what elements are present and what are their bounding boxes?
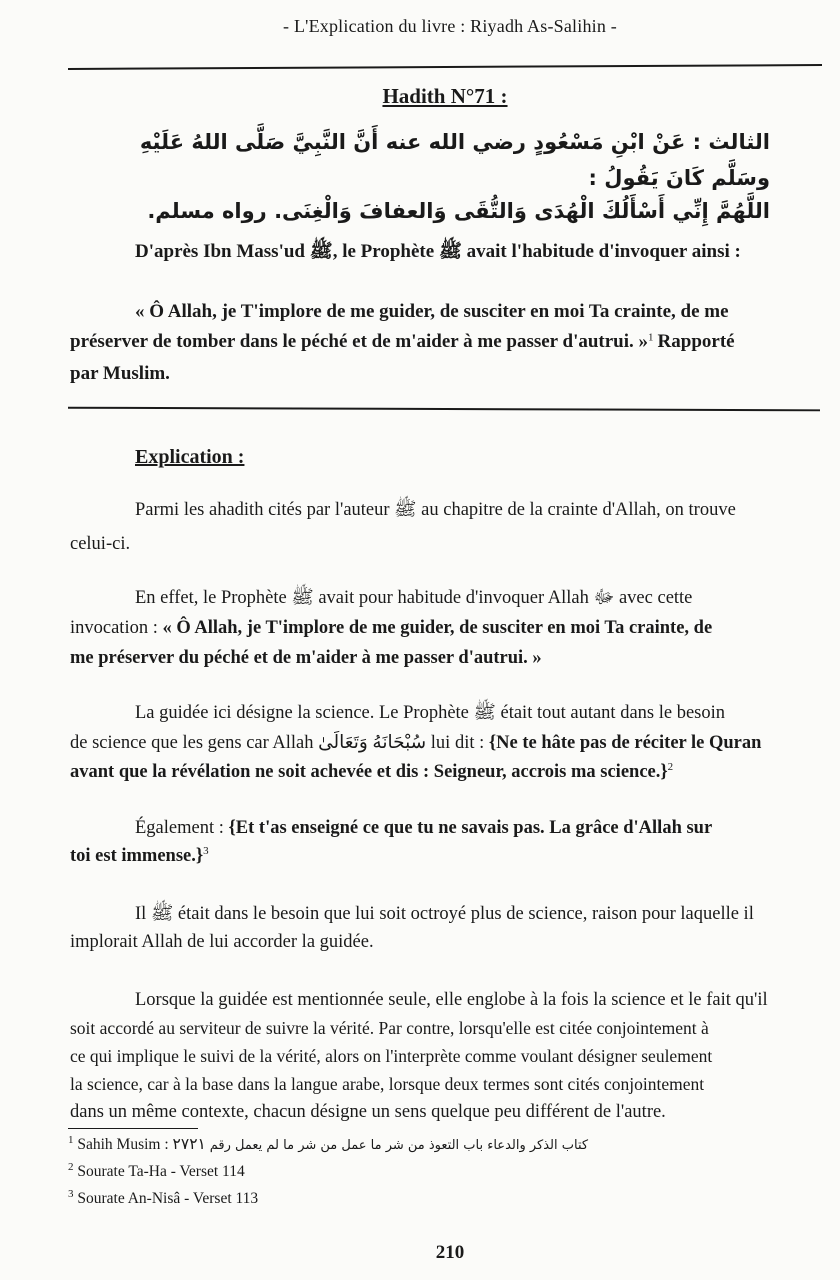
footnote-3-text: Sourate An-Nisâ - Verset 113 xyxy=(77,1190,259,1207)
footnote-mark-3: 3 xyxy=(203,844,209,857)
paragraph-2-line-2-bold: « Ô Allah, je T'implore de me guider, de susciter en moi Ta crainte, de xyxy=(162,618,713,638)
paragraph-4-line-1-bold: {Et t'as enseigné ce que tu ne savais pas. La grâce d'Allah sur xyxy=(228,818,713,838)
invocation-line-2-text: préserver de tomber dans le péché et de m'aider à me passer d'autrui. » xyxy=(70,331,649,352)
paragraph-6-line-5: dans un même contexte, chacun désigne un sens quelque peu différent de l'autre. xyxy=(70,1102,666,1122)
footnote-mark-1: 1 xyxy=(648,331,654,344)
paragraph-6-line-3: ce qui implique le suivi de la vérité, alors on l'interprète comme voulant désigner seulement xyxy=(70,1046,713,1066)
running-header: - L'Explication du livre : Riyadh As-Salihin - xyxy=(283,16,617,36)
paragraph-4-line-2-text: toi est immense.} xyxy=(70,846,204,866)
paragraph-5-line-1: Il ﷺ était dans le besoin que lui soit octroyé plus de science, raison pour laquelle il xyxy=(135,904,754,924)
paragraph-6-line-1: Lorsque la guidée est mentionnée seule, elle englobe à la fois la science et le fait qu'il xyxy=(135,990,768,1010)
paragraph-2-line-1: En effet, le Prophète ﷺ avait pour habitude d'invoquer Allah ﷻ avec cette xyxy=(135,588,693,608)
invocation-line-2 xyxy=(70,326,735,358)
paragraph-2-line-2-normal: invocation : xyxy=(70,618,163,638)
paragraph-2-line-2 xyxy=(70,612,712,644)
paragraph-4-line-1 xyxy=(135,812,712,844)
paragraph-3-line-2-bold: {Ne te hâte pas de réciter le Quran xyxy=(488,733,762,753)
paragraph-3-line-2-normal: de science que les gens car Allah سُبْحَانَهُ وَتَعَالَىٰ lui dit : xyxy=(70,733,489,753)
hadith-title: Hadith N°71 : xyxy=(382,84,508,108)
footnote-1 xyxy=(68,1135,588,1154)
footnote-3-number: 3 xyxy=(68,1187,74,1200)
paragraph-1-line-2: celui-ci. xyxy=(70,534,131,554)
paragraph-6-line-2: soit accordé au serviteur de suivre la vérité. Par contre, lorsqu'elle est citée conjointement à xyxy=(70,1018,709,1038)
footnote-mark-2: 2 xyxy=(667,760,674,773)
paragraph-6-line-4: la science, car à la base dans la langue arabe, lorsque deux termes sont cités conjointement xyxy=(70,1074,705,1094)
paragraph-3-line-3-text: avant que la révélation ne soit achevée et dis : Seigneur, accrois ma science.} xyxy=(70,762,668,782)
section-rule xyxy=(68,407,820,412)
paragraph-2-line-3: me préserver du péché et de m'aider à me passer d'autrui. » xyxy=(70,648,542,668)
footnote-1-number: 1 xyxy=(68,1133,74,1146)
footnote-3 xyxy=(68,1187,259,1208)
invocation-line-3: par Muslim. xyxy=(70,363,170,384)
invocation-line-1: « Ô Allah, je T'implore de me guider, de susciter en moi Ta crainte, de me xyxy=(135,301,729,322)
hadith-intro: D'après Ibn Mass'ud ﷺ, le Prophète ﷺ avait l'habitude d'invoquer ainsi : xyxy=(135,241,741,262)
footnote-rule xyxy=(68,1128,198,1129)
arabic-text-line-2: اللَّهُمَّ إِنِّي أَسْأَلُكَ الْهُدَى وَالتُّقَى وَالعفافَ وَالْغِنَى. رواه مسلم. xyxy=(147,199,770,223)
paragraph-1-line-1: Parmi les ahadith cités par l'auteur ﷺ au chapitre de la crainte d'Allah, on trouve xyxy=(135,500,736,520)
paragraph-4-line-1-normal: Également : xyxy=(135,818,229,838)
header-rule xyxy=(68,64,822,70)
arabic-text-line-1: الثالث : عَنْ ابْنِ مَسْعُودٍ رضي الله عنه أَنَّ النَّبِيَّ صَلَّى اللهُ عَلَيْهِ وسَلَّم كَانَ يَقُولُ : xyxy=(139,130,770,190)
paragraph-4-line-2 xyxy=(70,840,209,872)
paragraph-3-line-3 xyxy=(70,756,673,788)
paragraph-3-line-2 xyxy=(70,727,761,759)
footnote-2 xyxy=(68,1160,245,1181)
paragraph-5-line-2: implorait Allah de lui accorder la guidée. xyxy=(70,932,374,952)
footnote-2-text: Sourate Ta-Ha - Verset 114 xyxy=(77,1163,245,1180)
footnote-1-text: Sahih Musim : ٢٧٢١ xyxy=(77,1136,206,1153)
invocation-source: Rapporté xyxy=(657,331,735,352)
footnote-2-number: 2 xyxy=(68,1160,74,1173)
page-number: 210 xyxy=(435,1242,465,1263)
paragraph-3-line-1: La guidée ici désigne la science. Le Prophète ﷺ était tout autant dans le besoin xyxy=(135,703,726,723)
footnote-1-arabic: كتاب الذكر والدعاء باب التعوذ من شر ما عمل من شر ما لم يعمل رقم xyxy=(209,1138,589,1153)
explication-title: Explication : xyxy=(135,446,245,468)
